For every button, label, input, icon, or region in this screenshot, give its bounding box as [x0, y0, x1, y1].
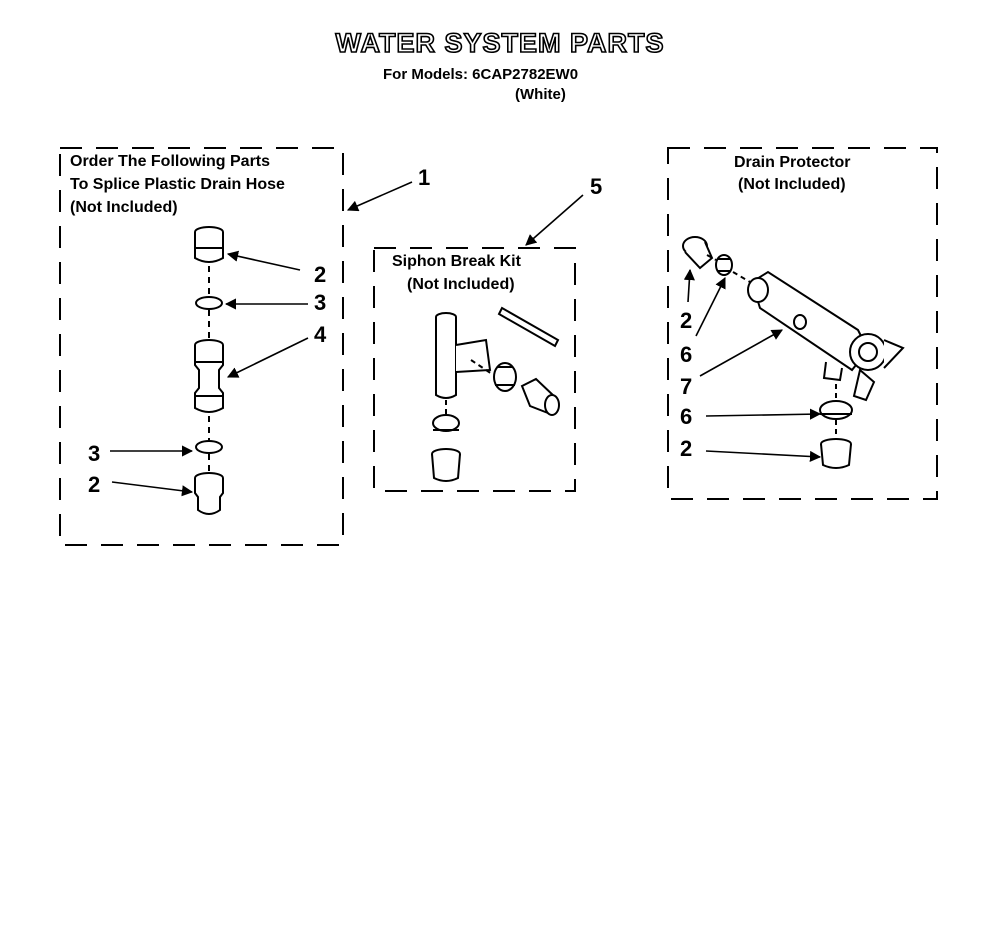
callout-drain-2-top: 2 — [680, 308, 693, 333]
callout-drain-7: 7 — [680, 374, 693, 399]
hose-clamp-top — [196, 297, 222, 309]
drain-ring-large — [820, 401, 852, 419]
leader-d6a — [696, 278, 725, 336]
siphon-adapter — [522, 379, 559, 415]
siphon-tube — [499, 308, 558, 346]
hose-connector-bottom — [195, 473, 223, 514]
drain-heading-line1: Drain Protector — [734, 154, 851, 171]
hose-coupler — [195, 340, 223, 412]
callout-3-top: 3 — [314, 290, 327, 315]
drain-cap-small — [683, 237, 712, 268]
hose-clamp-bottom — [196, 441, 222, 453]
leader-2b — [112, 482, 192, 492]
drain-ring-small — [716, 255, 732, 275]
leader-5 — [526, 195, 583, 245]
callout-drain-2-bottom: 2 — [680, 436, 693, 461]
model-color: (White) — [515, 86, 566, 103]
leader-d2a — [688, 270, 690, 302]
callout-4: 4 — [314, 322, 327, 347]
siphon-heading-line1: Siphon Break Kit — [392, 253, 521, 270]
callout-2-bottom: 2 — [88, 472, 101, 497]
siphon-tee — [436, 313, 490, 398]
siphon-heading-line2: (Not Included) — [407, 276, 515, 293]
splice-heading-line2: To Splice Plastic Drain Hose — [70, 176, 285, 193]
page-title: WATER SYSTEM PARTS — [335, 28, 665, 58]
leader-d7 — [700, 330, 782, 376]
callout-5: 5 — [590, 174, 603, 199]
leader-1 — [348, 182, 412, 210]
callout-drain-6-top: 6 — [680, 342, 693, 367]
model-number: For Models: 6CAP2782EW0 — [383, 66, 579, 83]
leader-2a — [228, 254, 300, 270]
callout-drain-6-bottom: 6 — [680, 404, 693, 429]
siphon-nut — [494, 363, 516, 391]
splice-heading-line1: Order The Following Parts — [70, 153, 271, 170]
callout-3-bottom: 3 — [88, 441, 101, 466]
drain-heading-line2: (Not Included) — [738, 176, 846, 193]
leader-d2b — [706, 451, 820, 457]
hose-connector-top — [195, 227, 223, 262]
splice-heading-line3: (Not Included) — [70, 199, 178, 216]
callout-1: 1 — [418, 165, 431, 190]
siphon-ring — [433, 415, 459, 431]
drain-cap-large — [821, 439, 851, 468]
callout-2-top: 2 — [314, 262, 327, 287]
siphon-cap — [432, 449, 460, 481]
leader-d6b — [706, 414, 820, 416]
leader-4 — [228, 338, 308, 377]
